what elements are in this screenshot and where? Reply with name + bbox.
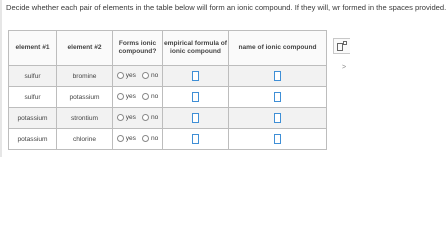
- radio-circle-icon[interactable]: [142, 114, 149, 121]
- left-edge: [0, 0, 2, 157]
- yes-radio[interactable]: [117, 93, 136, 100]
- name-input[interactable]: [274, 113, 281, 123]
- no-label: no: [150, 113, 159, 121]
- subscript-superscript-tool-button[interactable]: [333, 38, 350, 54]
- yes-label: yes: [125, 71, 136, 79]
- radio-circle-icon[interactable]: [117, 114, 124, 121]
- name-input[interactable]: [274, 92, 281, 102]
- table-header-row: [9, 31, 327, 66]
- element-2-cell: potassium: [57, 87, 113, 108]
- formula-input[interactable]: [192, 92, 199, 102]
- name-cell: [229, 87, 327, 108]
- element-2-cell: chlorine: [57, 129, 113, 150]
- forms-ionic-cell: [113, 129, 163, 150]
- yes-radio[interactable]: [117, 135, 136, 142]
- element-1-cell: sulfur: [9, 66, 57, 87]
- header-element-2: element #2: [57, 31, 113, 66]
- formula-cell: [163, 87, 229, 108]
- yes-label: yes: [125, 134, 136, 142]
- header-compound-name: name of ionic compound: [229, 31, 327, 66]
- formula-input[interactable]: [192, 71, 199, 81]
- name-cell: [229, 108, 327, 129]
- table-row: [9, 87, 327, 108]
- element-1-cell: potassium: [9, 108, 57, 129]
- forms-ionic-cell: [113, 108, 163, 129]
- forms-ionic-cell: [113, 66, 163, 87]
- yes-label: yes: [125, 92, 136, 100]
- no-label: no: [150, 92, 159, 100]
- formula-cell: [163, 108, 229, 129]
- superscript-box-icon: [343, 41, 347, 45]
- radio-circle-icon[interactable]: [142, 135, 149, 142]
- header-empirical-formula: empirical formula of ionic compound: [163, 31, 229, 66]
- yes-radio[interactable]: [117, 114, 136, 121]
- radio-circle-icon[interactable]: [117, 135, 124, 142]
- no-radio[interactable]: [142, 135, 158, 142]
- header-element-1: element #1: [9, 31, 57, 66]
- formula-input[interactable]: [192, 134, 199, 144]
- formula-cell: [163, 66, 229, 87]
- header-forms-ionic: Forms ionic compound?: [113, 31, 163, 66]
- name-cell: [229, 129, 327, 150]
- forms-ionic-cell: [113, 87, 163, 108]
- name-cell: [229, 66, 327, 87]
- element-1-cell: sulfur: [9, 87, 57, 108]
- instructions-text: Decide whether each pair of elements in the table below will form an ionic compound. If they will, wr formed in the spaces provided.: [6, 3, 446, 12]
- yes-radio[interactable]: [117, 72, 136, 79]
- radio-circle-icon[interactable]: [117, 93, 124, 100]
- no-label: no: [150, 134, 159, 142]
- radio-circle-icon[interactable]: [142, 93, 149, 100]
- yes-label: yes: [125, 113, 136, 121]
- formula-cell: [163, 129, 229, 150]
- no-radio[interactable]: [142, 72, 158, 79]
- element-1-cell: potassium: [9, 129, 57, 150]
- element-2-cell: bromine: [57, 66, 113, 87]
- element-2-cell: strontium: [57, 108, 113, 129]
- table-row: [9, 108, 327, 129]
- name-input[interactable]: [274, 134, 281, 144]
- table-row: [9, 129, 327, 150]
- radio-circle-icon[interactable]: [142, 72, 149, 79]
- chevron-right-icon[interactable]: >: [342, 64, 347, 71]
- name-input[interactable]: [274, 71, 281, 81]
- formula-input[interactable]: [192, 113, 199, 123]
- ionic-compound-table: [8, 30, 327, 150]
- no-radio[interactable]: [142, 93, 158, 100]
- table-row: [9, 66, 327, 87]
- no-radio[interactable]: [142, 114, 158, 121]
- no-label: no: [150, 71, 159, 79]
- radio-circle-icon[interactable]: [117, 72, 124, 79]
